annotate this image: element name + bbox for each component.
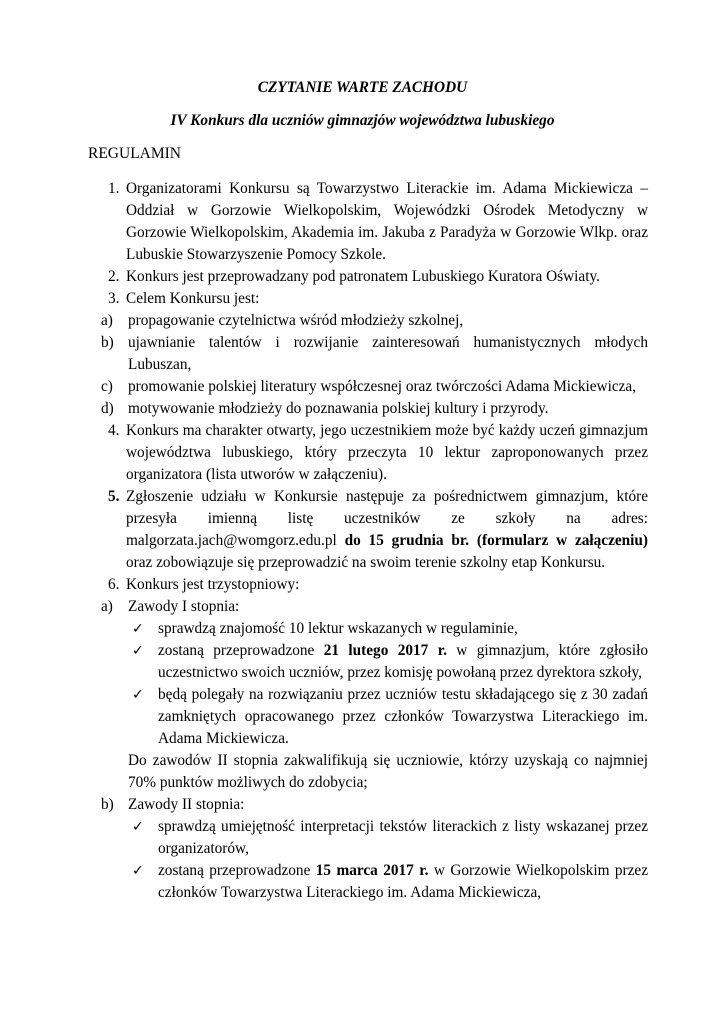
check-text	[158, 860, 648, 904]
check-item	[128, 684, 648, 750]
check-text: sprawdzą umiejętność interpretacji tekstów literackich z listy wskazanej przez organizatorów,	[158, 818, 648, 857]
item-text: Konkurs jest przeprowadzany pod patronatem Lubuskiego Kuratora Oświaty.	[126, 268, 600, 285]
sub-text: ujawnianie talentów i rozwijanie zainteresowań humanistycznych młodych Lubuszan,	[128, 334, 648, 373]
list-item-6	[88, 574, 648, 596]
check-mark-icon: ✓	[132, 621, 144, 637]
section-heading: REGULAMIN	[88, 145, 181, 162]
check-text-part: zostaną przeprowadzone	[158, 862, 316, 879]
stage-a	[88, 596, 648, 794]
check-mark-icon: ✓	[132, 863, 144, 879]
check-item	[128, 860, 648, 904]
item-number: 2.	[108, 268, 120, 285]
sub-label: b)	[101, 796, 114, 813]
sub-label: c)	[101, 378, 113, 395]
sub-item-b	[101, 332, 648, 376]
check-text	[158, 640, 648, 684]
date-emphasis: 21 lutego 2017 r.	[323, 642, 447, 659]
check-text-part: w gimnazjum, które zgłosiło uczestnictwo swoich uczniów, przez komisję powołaną przez dyrektora szkoły,	[158, 642, 648, 681]
check-text-part: w Gorzowie Wielkopolskim przez członków Towarzystwa Literackiego im. Adama Mickiewicza,	[158, 862, 649, 901]
list-item-3	[88, 288, 648, 310]
item-text: Organizatorami Konkursu są Towarzystwo Literackie im. Adama Mickiewicza – Oddział w Gorzowie Wielkopolskim, Wojewódzki Ośrodek Metodyczny w Gorzowie Wielkopolskim, Akademia im. Jakuba z Paradyża w Gorzowie Wlkp. oraz Lubuskie Stowarzyszenie Pomocy Szkole.	[126, 180, 648, 263]
item-text: Konkurs jest trzystopniowy:	[126, 576, 300, 593]
sub-label: b)	[101, 334, 114, 351]
stage-b	[88, 794, 648, 904]
item-number: 4.	[108, 422, 120, 439]
sub-label: d)	[101, 400, 114, 417]
check-item	[128, 816, 648, 860]
sub-label: a)	[101, 598, 113, 615]
date-emphasis: 15 marca 2017 r.	[315, 862, 429, 879]
document-title: CZYTANIE WARTE ZACHODU	[257, 79, 468, 96]
item-number: 6.	[108, 576, 120, 593]
item-text	[126, 486, 648, 574]
stage-title: Zawody I stopnia:	[128, 598, 240, 615]
check-mark-icon: ✓	[132, 819, 144, 835]
check-item	[128, 640, 648, 684]
check-mark-icon: ✓	[132, 643, 144, 659]
check-text-part: zostaną przeprowadzone	[158, 642, 324, 659]
item-text: Konkurs ma charakter otwarty, jego uczestnikiem może być każdy uczeń gimnazjum województwa lubuskiego, który przeczyta 10 lektur zaproponowanych przez organizatora (lista utworów w załączeniu).	[126, 422, 648, 483]
sub-item-d	[101, 398, 648, 420]
item-text: Celem Konkursu jest:	[126, 290, 260, 307]
check-mark-icon: ✓	[132, 687, 144, 703]
list-item-2	[88, 266, 648, 288]
item-number: 3.	[108, 290, 120, 307]
deadline-emphasis: do 15 grudnia br. (formularz w załączeniu)	[344, 532, 649, 549]
list-item-5	[88, 486, 648, 574]
item-number: 5.	[108, 488, 120, 505]
sub-text: motywowanie młodzieży do poznawania polskiej kultury i przyrody.	[128, 400, 549, 417]
regulation-list	[88, 178, 648, 904]
stage-a-checklist	[101, 618, 648, 794]
sub-text: promowanie polskiej literatury współczesnej oraz twórczości Adama Mickiewicza,	[128, 378, 637, 395]
stage-b-checklist	[101, 816, 648, 904]
document-subtitle: IV Konkurs dla uczniów gimnazjów województwa lubuskiego	[170, 112, 555, 129]
sub-item-c	[101, 376, 648, 398]
check-text: sprawdzą znajomość 10 lektur wskazanych w regulaminie,	[158, 620, 518, 637]
item-number: 1.	[108, 180, 120, 197]
stage-b-header	[101, 794, 648, 816]
item-text-part: Zgłoszenie udziału w Konkursie następuje za pośrednictwem gimnazjum, które przesyła imienną listę uczestników ze szkoły na adres: malgorzata.jach@womgorz.edu.pl	[126, 488, 648, 549]
qualification-note: Do zawodów II stopnia zakwalifikują się uczniowie, którzy uzyskają co najmniej 70% punktów możliwych do zdobycia;	[128, 752, 648, 791]
stage-a-header	[101, 596, 648, 618]
check-text: będą polegały na rozwiązaniu przez uczniów testu składającego się z 30 zadań zamkniętych opracowanego przez członków Towarzystwa Literackiego im. Adama Mickiewicza.	[158, 686, 648, 747]
goals-sublist	[88, 310, 648, 420]
list-item-4	[88, 420, 648, 486]
item-text-part: oraz zobowiązuje się przeprowadzić na swoim terenie szkolny etap Konkursu.	[126, 554, 606, 571]
sub-label: a)	[101, 312, 113, 329]
sub-item-a	[101, 310, 648, 332]
list-item-1	[88, 178, 648, 266]
sub-text: propagowanie czytelnictwa wśród młodzieży szkolnej,	[128, 312, 464, 329]
stage-title: Zawody II stopnia:	[128, 796, 245, 813]
check-item	[128, 618, 648, 640]
